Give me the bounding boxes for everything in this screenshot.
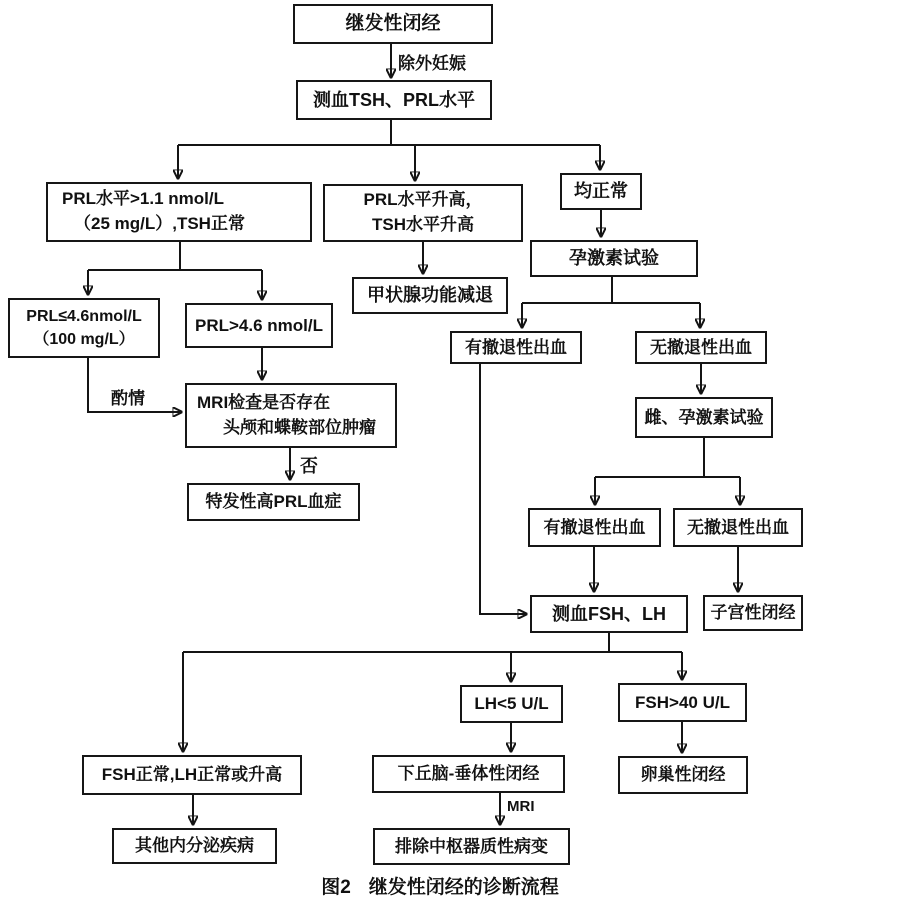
node-idiopathic-high-prl	[187, 483, 360, 521]
figure-title: 继发性闭经的诊断流程	[368, 877, 559, 898]
node-withdrawal-bleeding-no-1	[635, 331, 767, 364]
node-secondary-amenorrhea	[293, 4, 493, 44]
node-label-line2: （25 mg/L）,TSH正常	[74, 214, 245, 233]
node-label: 其他内分泌疾病	[135, 836, 254, 856]
node-label: PRL>4.6 nmol/L	[195, 315, 323, 335]
node-label: 测血FSH、LH	[552, 603, 666, 624]
node-label: 有撤退性出血	[465, 337, 567, 357]
figure-number: 图2	[321, 877, 351, 898]
node-prl-high-tsh-normal	[46, 182, 312, 242]
node-ovarian-amenorrhea	[618, 756, 748, 794]
node-withdrawal-bleeding-yes-2	[528, 508, 661, 547]
node-label: 无撤退性出血	[650, 337, 752, 357]
node-prl-tsh-both-high	[323, 184, 523, 242]
node-label-line1: PRL≤4.6nmol/L	[26, 307, 142, 325]
node-label: FSH>40 U/L	[635, 692, 730, 712]
node-prl-gt-4-6	[185, 303, 333, 348]
node-label: 雌、孕激素试验	[644, 407, 764, 427]
node-label-line1: MRI检查是否存在	[197, 392, 331, 412]
node-label-line2: （100 mg/L）	[33, 331, 135, 348]
node-mri-check	[185, 383, 397, 448]
node-label: 均正常	[574, 181, 628, 202]
node-fsh-gt-40	[618, 683, 747, 722]
node-label: 甲状腺功能减退	[367, 285, 493, 306]
node-label-line1: PRL水平升高，	[363, 190, 483, 210]
node-fsh-normal-lh-normal-or-high	[82, 755, 302, 795]
node-lh-lt-5	[460, 685, 563, 723]
figure-caption	[60, 872, 820, 899]
edge-label-mri: MRI	[507, 798, 535, 815]
node-label: 特发性高PRL血症	[205, 492, 342, 512]
node-withdrawal-bleeding-no-2	[673, 508, 803, 547]
node-uterine-amenorrhea	[703, 595, 803, 631]
node-hypothalamic-pituitary-amenorrhea	[372, 755, 565, 793]
node-withdrawal-bleeding-yes-1	[450, 331, 582, 364]
node-estrogen-progesterone-test	[635, 397, 773, 438]
node-other-endocrine-disease	[112, 828, 277, 864]
node-progesterone-test	[530, 240, 698, 277]
node-label-line2: 头颅和蝶鞍部位肿瘤	[223, 417, 376, 437]
node-label: 继发性闭经	[345, 13, 441, 35]
node-exclude-central-organic-lesion	[373, 828, 570, 865]
node-both-normal	[560, 173, 642, 210]
node-label: 下丘脑-垂体性闭经	[397, 764, 540, 784]
edge-label-exclude-pregnancy: 除外妊娠	[398, 54, 466, 73]
node-prl-le-4-6	[8, 298, 160, 358]
node-label: LH<5 U/L	[474, 694, 549, 714]
node-hypothyroidism	[352, 277, 508, 314]
node-label: 卵巢性闭经	[640, 765, 726, 785]
node-measure-tsh-prl	[296, 80, 492, 120]
edge-label-no: 否	[300, 456, 318, 476]
edge-label-as-appropriate: 酌情	[111, 389, 145, 408]
node-label: 子宫性闭经	[710, 603, 796, 623]
node-label: 无撤退性出血	[687, 517, 789, 537]
node-label-line2: TSH水平升高	[372, 215, 474, 234]
node-label: FSH正常,LH正常或升高	[101, 765, 283, 785]
node-label: 测血TSH、PRL水平	[313, 89, 475, 110]
node-label: 孕激素试验	[569, 248, 659, 269]
node-label-line1: PRL水平>1.1 nmol/L	[62, 189, 224, 209]
node-label: 有撤退性出血	[543, 517, 646, 537]
node-label: 排除中枢器质性病变	[395, 836, 548, 856]
node-measure-fsh-lh	[530, 595, 688, 633]
